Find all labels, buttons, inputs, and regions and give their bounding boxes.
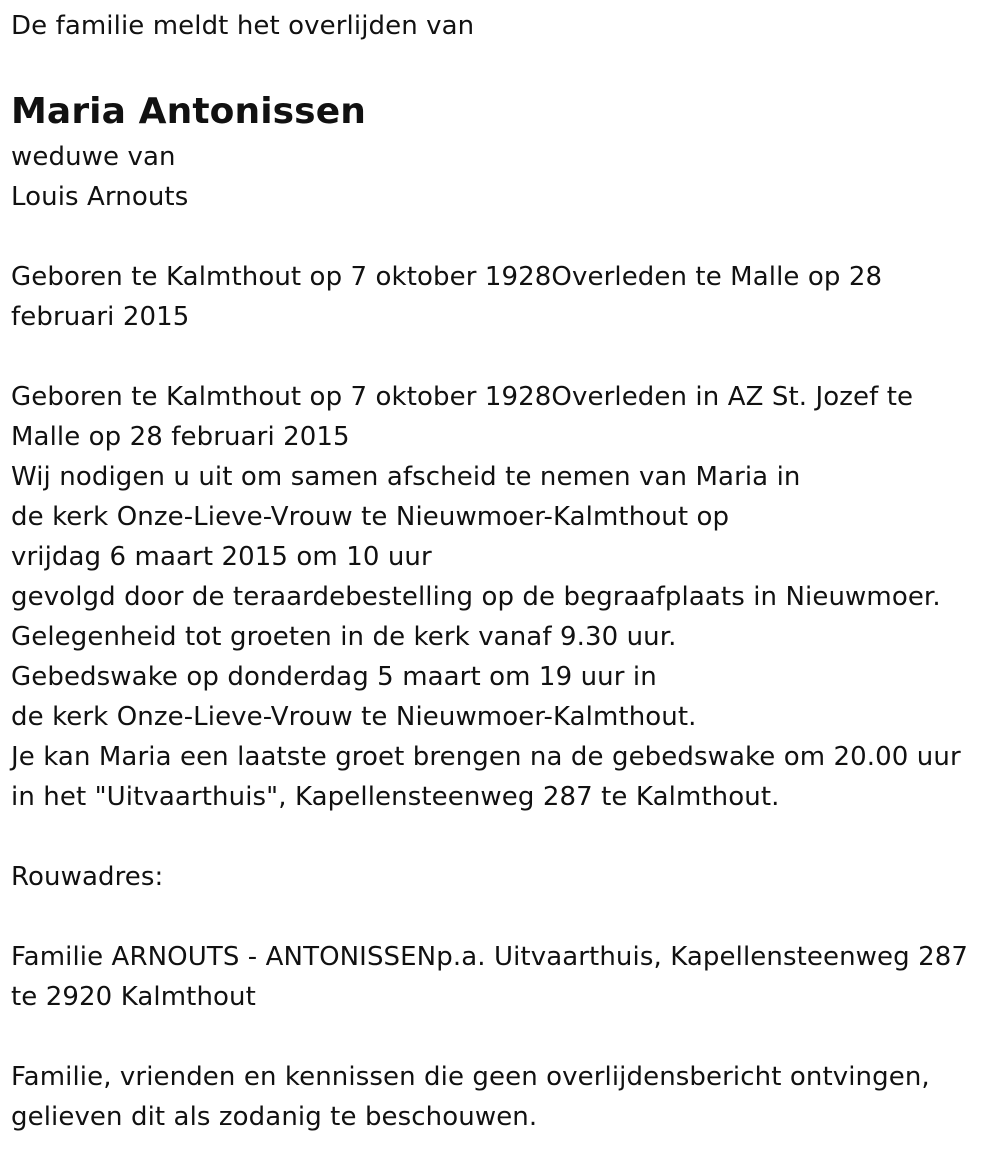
spacer — [11, 217, 991, 257]
relation-label: weduwe van — [11, 142, 176, 172]
spacer — [11, 337, 991, 377]
ceremony-line: Gelegenheid tot groeten in de kerk vanaf 9.30 uur. — [11, 622, 677, 652]
birth-death-line: februari 2015 — [11, 302, 190, 332]
spacer — [11, 817, 991, 857]
intro-text: De familie meldt het overlijden van — [11, 11, 475, 41]
spacer — [11, 1017, 991, 1057]
ceremony-line: Wij nodigen u uit om samen afscheid te nemen van Maria in — [11, 462, 801, 492]
ceremony-line: gevolgd door de teraardebestelling op de begraafplaats in Nieuwmoer. — [11, 582, 941, 612]
spacer — [11, 897, 991, 937]
birth-death-line: Geboren te Kalmthout op 7 oktober 1928Overleden in AZ St. Jozef te — [11, 382, 914, 412]
ceremony-line: de kerk Onze-Lieve-Vrouw te Nieuwmoer-Kalmthout op — [11, 502, 730, 532]
closing-line: Familie, vrienden en kennissen die geen overlijdensbericht ontvingen, — [11, 1062, 930, 1092]
ceremony-line: de kerk Onze-Lieve-Vrouw te Nieuwmoer-Kalmthout. — [11, 702, 697, 732]
mourning-address-label: Rouwadres: — [11, 862, 164, 892]
ceremony-line: in het "Uitvaarthuis", Kapellensteenweg 287 te Kalmthout. — [11, 782, 780, 812]
obituary-document — [11, 0, 991, 1137]
ceremony-line: Gebedswake op donderdag 5 maart om 19 uur in — [11, 662, 657, 692]
ceremony-line: vrijdag 6 maart 2015 om 10 uur — [11, 542, 432, 572]
ceremony-line: Je kan Maria een laatste groet brengen na de gebedswake om 20.00 uur — [11, 742, 961, 772]
birth-death-line: Geboren te Kalmthout op 7 oktober 1928Overleden te Malle op 28 — [11, 262, 883, 292]
birth-death-line: Malle op 28 februari 2015 — [11, 422, 350, 452]
mourning-address-line: te 2920 Kalmthout — [11, 982, 256, 1012]
spouse-name: Louis Arnouts — [11, 182, 189, 212]
deceased-name: Maria Antonissen — [11, 91, 366, 132]
mourning-address-line: Familie ARNOUTS - ANTONISSENp.a. Uitvaarthuis, Kapellensteenweg 287 — [11, 942, 969, 972]
closing-line: gelieven dit als zodanig te beschouwen. — [11, 1102, 538, 1132]
